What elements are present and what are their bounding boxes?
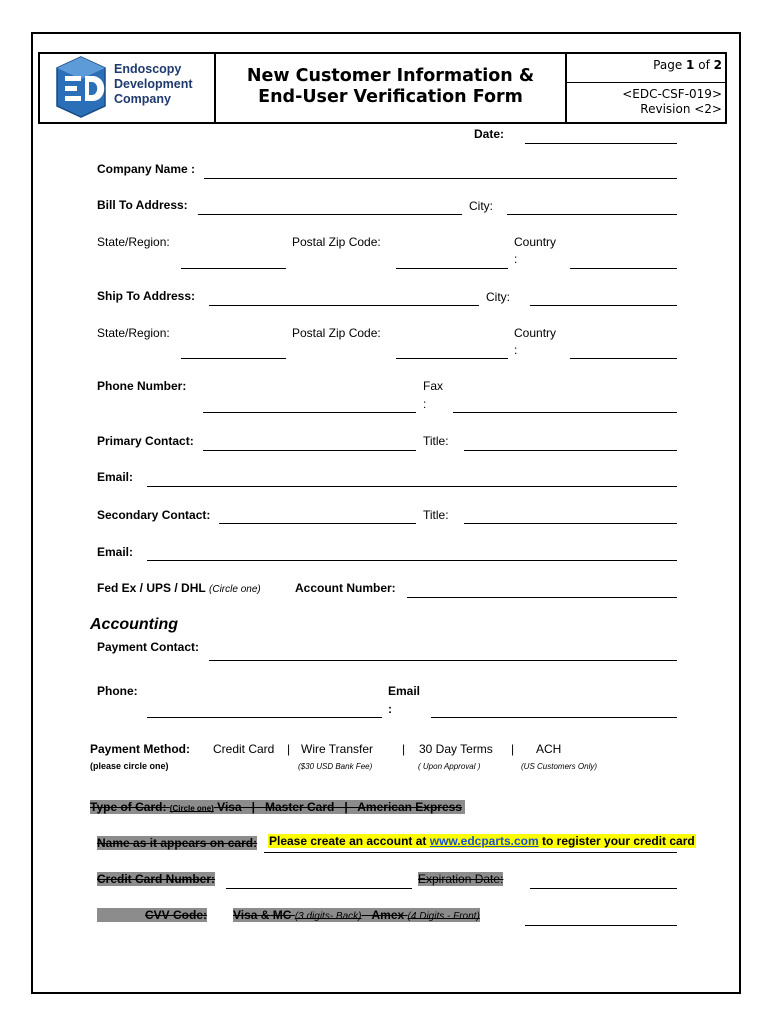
accounting-email-field[interactable] <box>431 717 677 718</box>
payment-method-label: Payment Method: <box>90 742 191 756</box>
email-label: Email: <box>97 470 134 484</box>
date-label: Date: <box>474 127 505 141</box>
ship-to-label: Ship To Address: <box>97 289 196 303</box>
primary-contact-label: Primary Contact: <box>97 434 194 448</box>
primary-title-field[interactable] <box>464 450 677 451</box>
bill-city-label: City: <box>469 199 493 213</box>
phone-number-field[interactable] <box>203 412 416 413</box>
email-field[interactable] <box>147 486 677 487</box>
bill-country-label: Country <box>514 235 557 249</box>
ship-country-label: Country <box>514 326 557 340</box>
accounting-phone-label: Phone: <box>97 684 138 698</box>
ship-state-label: State/Region: <box>97 326 170 340</box>
date-field[interactable] <box>525 143 677 144</box>
ach-note: (US Customers Only) <box>521 762 598 771</box>
payment-contact-field[interactable] <box>209 660 677 661</box>
company-name-field[interactable] <box>204 178 677 179</box>
payment-contact-label: Payment Contact: <box>97 640 200 654</box>
accounting-email-colon: : <box>388 702 392 716</box>
fax-field[interactable] <box>453 412 677 413</box>
document-code: <EDC-CSF-019> Revision <2> <box>622 87 722 116</box>
ship-city-label: City: <box>486 290 510 304</box>
wire-note: ($30 USD Bank Fee) <box>298 762 373 771</box>
bill-country-colon: : <box>514 252 518 266</box>
bill-city-field[interactable] <box>507 214 677 215</box>
secondary-email-label: Email: <box>97 545 134 559</box>
ship-city-field[interactable] <box>530 305 677 306</box>
account-number-label: Account Number: <box>295 581 396 595</box>
header-divider <box>565 82 727 83</box>
name-on-card-label: Name as it appears on card: <box>97 836 258 850</box>
bill-country-field[interactable] <box>570 268 677 269</box>
cvv-field[interactable] <box>525 925 677 926</box>
payment-method-note: (please circle one) <box>90 761 169 771</box>
bill-state-label: State/Region: <box>97 235 170 249</box>
card-number-field[interactable] <box>226 888 412 889</box>
ship-state-field[interactable] <box>181 358 286 359</box>
expiration-field[interactable] <box>530 888 677 889</box>
name-on-card-field[interactable] <box>264 852 677 853</box>
payment-separator: | <box>287 742 291 756</box>
bill-to-label: Bill To Address: <box>97 198 188 212</box>
credit-card-notice: Please create an account at www.edcparts.com to register your credit card <box>269 834 695 848</box>
fax-colon: : <box>423 397 427 411</box>
phone-number-label: Phone Number: <box>97 379 187 393</box>
payment-option-ach[interactable]: ACH <box>536 742 562 756</box>
payment-option-wire[interactable]: Wire Transfer <box>301 742 374 756</box>
secondary-title-field[interactable] <box>464 523 677 524</box>
page-number: Page 1 of 2 <box>653 58 722 72</box>
expiration-label: Expiration Date: <box>418 872 504 886</box>
ship-country-field[interactable] <box>570 358 677 359</box>
carrier-options[interactable]: Fed Ex / UPS / DHL <box>97 581 206 595</box>
accounting-email-label: Email <box>388 684 421 698</box>
edcparts-link[interactable]: www.edcparts.com <box>429 834 539 848</box>
fax-label: Fax <box>423 379 444 393</box>
cvv-note: Visa & MC (3 digits- Back) Amex (4 Digits - Front) <box>233 908 480 922</box>
bill-postal-field[interactable] <box>396 268 508 269</box>
ship-postal-label: Postal Zip Code: <box>292 326 381 340</box>
terms-note: ( Upon Approval ) <box>418 762 481 771</box>
ship-to-field[interactable] <box>209 305 479 306</box>
card-type-row: Type of Card: (Circle one) Visa | Master Card | American Express <box>90 800 465 814</box>
secondary-contact-label: Secondary Contact: <box>97 508 211 522</box>
accounting-heading: Accounting <box>90 616 178 633</box>
ship-postal-field[interactable] <box>396 358 508 359</box>
carrier-circle-note: (Circle one) <box>209 584 261 595</box>
secondary-title-label: Title: <box>423 508 449 522</box>
secondary-contact-field[interactable] <box>219 523 416 524</box>
primary-title-label: Title: <box>423 434 449 448</box>
cvv-label: CVV Code: <box>97 908 207 922</box>
company-name-label: Company Name : <box>97 162 196 176</box>
ship-country-colon: : <box>514 343 518 357</box>
secondary-email-field[interactable] <box>147 560 677 561</box>
accounting-phone-field[interactable] <box>147 717 382 718</box>
company-logo-icon <box>56 56 106 118</box>
bill-to-field[interactable] <box>198 214 462 215</box>
carrier-row <box>97 581 261 595</box>
card-number-label: Credit Card Number: <box>97 872 216 886</box>
payment-separator: | <box>511 742 515 756</box>
payment-option-credit-card[interactable]: Credit Card <box>213 742 275 756</box>
company-name-text: Endoscopy Development Company <box>114 62 193 106</box>
form-title: New Customer Information & End-User Verification Form <box>246 66 535 107</box>
payment-option-terms[interactable]: 30 Day Terms <box>419 742 493 756</box>
primary-contact-field[interactable] <box>203 450 416 451</box>
payment-separator: | <box>402 742 406 756</box>
account-number-field[interactable] <box>407 597 677 598</box>
bill-state-field[interactable] <box>181 268 286 269</box>
bill-postal-label: Postal Zip Code: <box>292 235 381 249</box>
card-type-options: Visa | Master Card | American Express <box>217 800 462 814</box>
